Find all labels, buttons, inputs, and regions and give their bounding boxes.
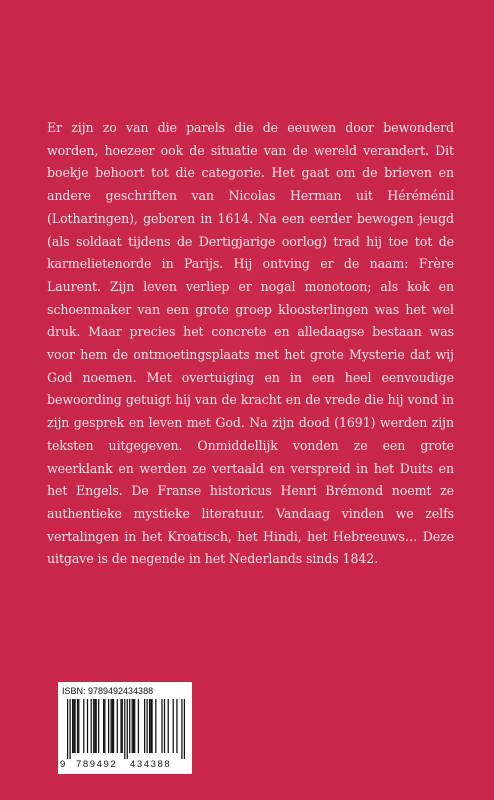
barcode-bar bbox=[112, 699, 113, 753]
barcode-bar bbox=[110, 699, 111, 753]
barcode-bar bbox=[120, 699, 121, 753]
barcode-bar bbox=[104, 699, 105, 753]
barcode-bar bbox=[164, 699, 165, 753]
barcode-bar bbox=[83, 699, 84, 753]
barcode-digits bbox=[60, 758, 190, 772]
barcode-bar bbox=[134, 699, 135, 753]
barcode-bar bbox=[146, 699, 147, 753]
barcode-bar bbox=[129, 699, 130, 753]
barcode-bar bbox=[94, 699, 95, 753]
barcode-bar bbox=[124, 699, 125, 759]
barcode-bar bbox=[96, 699, 97, 753]
barcode-bar bbox=[87, 699, 88, 753]
barcode-bar bbox=[98, 699, 99, 753]
isbn-barcode bbox=[58, 682, 192, 774]
barcode-bar bbox=[91, 699, 92, 753]
barcode-bar bbox=[113, 699, 114, 753]
barcode-bar bbox=[67, 699, 68, 759]
barcode-bar bbox=[184, 699, 185, 759]
barcode-digit-lead: 9 bbox=[60, 759, 66, 770]
barcode-bar bbox=[176, 699, 177, 753]
barcode-bar bbox=[77, 699, 78, 753]
barcode-bar bbox=[173, 699, 174, 753]
barcode-bar bbox=[150, 699, 151, 753]
barcode-bar bbox=[181, 699, 182, 759]
barcode-bar bbox=[103, 699, 104, 753]
barcode-digits-right: 434388 bbox=[130, 759, 172, 770]
barcode-bar bbox=[127, 699, 128, 759]
barcode-bar bbox=[108, 699, 109, 753]
barcode-bar bbox=[93, 699, 94, 753]
back-cover-blurb: Er zijn zo van die parels die de eeuwen door bewonderd worden, hoezeer ook de situatie van de wereld verandert. Dit boekje behoort tot die categorie. Het gaat om de brieven en andere geschriften van Nicolas Herman uit Héréménil (Lotharingen), geboren in 1614. Na een eerder bewogen jeugd (als soldaat tijdens de Dertigjarige oorlog) trad hij toe tot de karmelietenorde in Parijs. Hij ontving er de naam: Frère Laurent. Zijn leven verliep er nogal monotoon; als kok en schoenmaker van een grote groep kloosterlingen was het wel druk. Maar precies het concrete en alledaagse bestaan was voor hem de ontmoetingsplaats met het grote Mysterie dat wij God noemen. Met overtuiging en in een heel eenvoudige bewoording getuigt hij van de kracht en de vrede die hij vond in zijn gesprek en leven met God. Na zijn dood (1691) werden zijn teksten uitgegeven. Onmiddellijk vonden ze een grote weerklank en werden ze vertaald en verspreid in het Duits en het Engels. De Franse historicus Henri Brémond noemt ze authentieke mystieke literatuur. Vandaag vinden we zelfs vertalingen in het Kroatisch, het Hindi, het Hebreeuws… Deze uitgave is de negende in het Nederlands sinds 1842. bbox=[47, 120, 454, 567]
barcode-bar bbox=[73, 699, 74, 753]
barcode-bars bbox=[67, 699, 185, 759]
barcode-bar bbox=[155, 699, 156, 753]
barcode-bar bbox=[72, 699, 73, 753]
barcode-bar bbox=[74, 699, 75, 753]
isbn-label: ISBN: 9789492434388 bbox=[62, 686, 154, 696]
barcode-bar bbox=[122, 699, 123, 753]
barcode-bar bbox=[138, 699, 139, 753]
barcode-digits-left: 789492 bbox=[76, 759, 118, 770]
barcode-bar bbox=[151, 699, 152, 753]
barcode-bar bbox=[144, 699, 145, 753]
barcode-bar bbox=[78, 699, 79, 753]
barcode-bar bbox=[132, 699, 133, 753]
barcode-bar bbox=[117, 699, 118, 753]
barcode-bar bbox=[149, 699, 150, 753]
barcode-bar bbox=[69, 699, 70, 759]
barcode-bar bbox=[133, 699, 134, 753]
barcode-bar bbox=[168, 699, 169, 753]
barcode-bar bbox=[161, 699, 162, 753]
